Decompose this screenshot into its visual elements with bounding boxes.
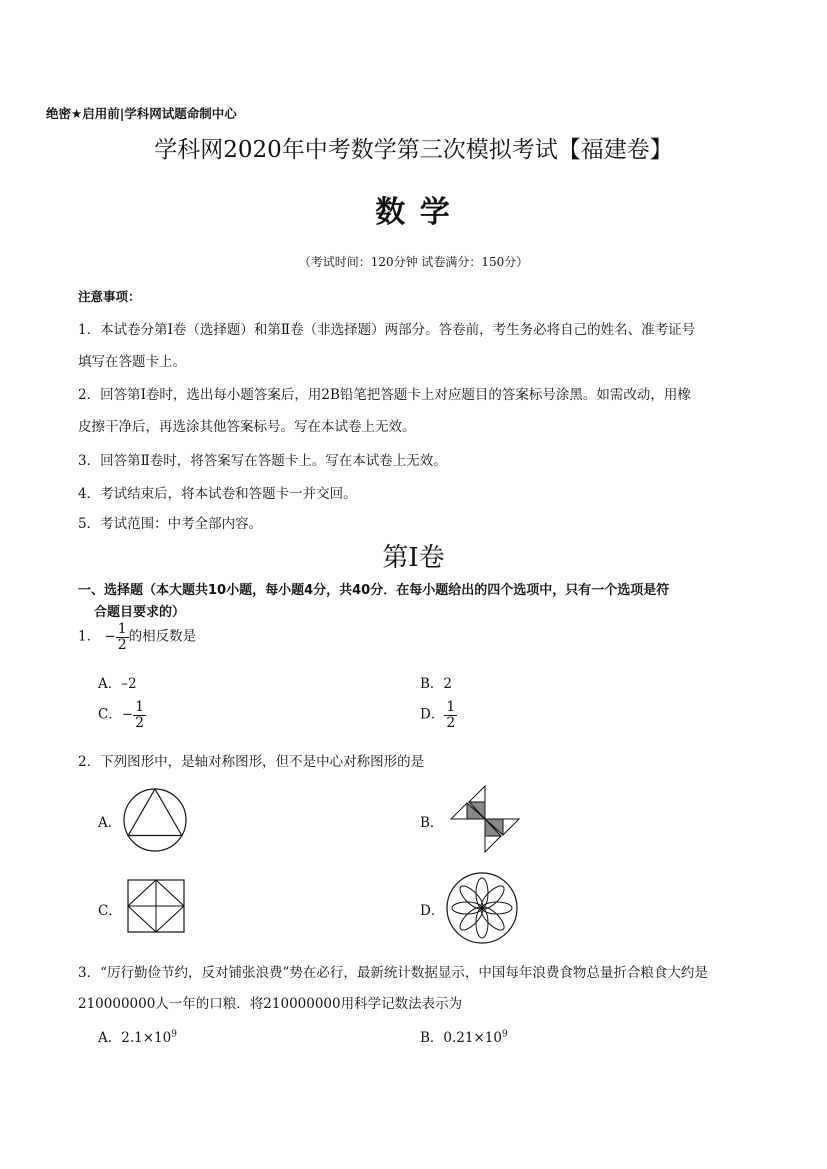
- q1-option-a[interactable]: A．–2: [98, 676, 137, 692]
- pinwheel-figure: [449, 784, 521, 854]
- q2-option-d[interactable]: D．: [420, 903, 445, 919]
- option-label: D．: [420, 706, 445, 723]
- exam-title: 学科网2020年中考数学第三次模拟考试【福建卷】: [154, 137, 673, 163]
- notice-line: 4．考试结束后，将本试卷和答题卡一并交回。: [78, 486, 357, 502]
- fraction-numerator: 1: [135, 699, 145, 715]
- flower-in-circle-figure: [446, 872, 518, 944]
- fraction-numerator: 1: [446, 699, 456, 715]
- question-3-line2: 210000000人一年的口粮．将210000000用科学记数法表示为: [78, 996, 463, 1012]
- square-with-diamond-figure: [127, 879, 185, 933]
- q2-option-b[interactable]: B．: [420, 815, 444, 831]
- exponent: 9: [171, 1029, 177, 1040]
- section-heading-line2: 合题目要求的）: [94, 605, 186, 620]
- fraction: [116, 622, 129, 652]
- notice-line: 皮擦干净后，再选涂其他答案标号。写在本试卷上无效。: [78, 419, 416, 435]
- circle-with-triangle-figure: [122, 787, 188, 853]
- subject-title: 数 学: [375, 195, 452, 230]
- q3-option-a[interactable]: [98, 1026, 177, 1046]
- exam-info: （考试时间：120分钟 试卷满分：150分）: [298, 255, 529, 269]
- q1-option-d[interactable]: [420, 700, 457, 730]
- fraction-denominator: 2: [446, 714, 456, 731]
- section-heading: [78, 580, 758, 624]
- fraction-numerator: 1: [117, 621, 127, 637]
- fraction: [444, 700, 457, 730]
- option-text: A．2.1×10: [98, 1030, 172, 1046]
- notice-line: 5．考试范围：中考全部内容。: [78, 516, 263, 532]
- notice-line: 3．回答第Ⅱ卷时，将答案写在答题卡上。写在本试卷上无效。: [78, 453, 447, 469]
- fraction: [133, 700, 146, 730]
- question-text: 的相反数是: [128, 628, 197, 645]
- minus-sign: −: [104, 628, 116, 645]
- q1-option-c[interactable]: [98, 700, 146, 730]
- question-3-line1: 3．“厉行勤俭节约，反对铺张浪费”势在必行，最新统计数据显示，中国每年浪费食物总量折合粮食大约是: [78, 965, 708, 981]
- fraction-denominator: 2: [135, 714, 145, 731]
- notice-line: 1．本试卷分第Ⅰ卷（选择题）和第Ⅱ卷（非选择题）两部分。答卷前，考生务必将自己的姓名、准考证号: [78, 322, 696, 338]
- question-1: [78, 622, 196, 652]
- q2-option-c[interactable]: C．: [98, 903, 122, 919]
- q2-option-a[interactable]: A．: [98, 815, 122, 831]
- section-heading-line1: 一、选择题（本大题共10小题，每小题4分，共40分．在每小题给出的四个选项中，只有一个选项是符: [78, 583, 670, 598]
- q1-option-b[interactable]: B．2: [420, 676, 453, 692]
- question-number: 1．: [78, 628, 101, 645]
- confidential-header: 绝密★启用前|学科网试题命制中心: [46, 106, 237, 121]
- notice-line: 填写在答题卡上。: [78, 354, 186, 370]
- question-2: 2．下列图形中，是轴对称图形，但不是中心对称图形的是: [78, 754, 425, 770]
- q3-option-b[interactable]: [420, 1026, 508, 1046]
- notice-line: 2．回答第Ⅰ卷时，选出每小题答案后，用2B铅笔把答题卡上对应题目的答案标号涂黑。如需改动，用橡: [78, 387, 691, 403]
- notice-title: 注意事项：: [78, 289, 141, 304]
- fraction-denominator: 2: [117, 636, 127, 653]
- volume-title: 第Ⅰ卷: [382, 543, 445, 573]
- option-label: C．−: [98, 706, 134, 723]
- exponent: 9: [501, 1029, 508, 1040]
- option-text: B．0.21×10: [420, 1030, 502, 1046]
